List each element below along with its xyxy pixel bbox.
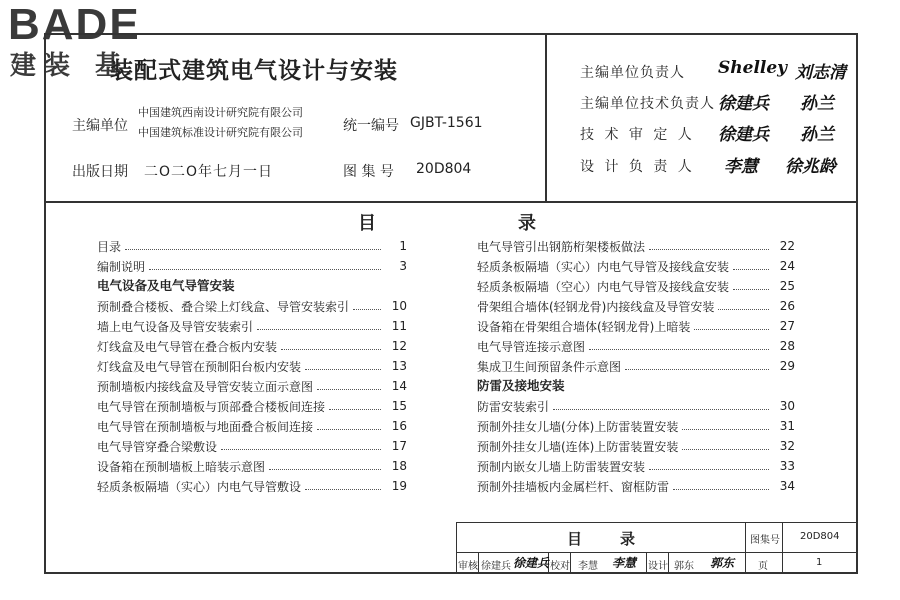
review-name: 徐建兵: [481, 561, 511, 572]
check-signature: 李慧: [612, 556, 637, 570]
toc-entry[interactable]: [477, 296, 795, 316]
toc-entry-page: 30: [779, 399, 795, 413]
toc-entry-text: 电气导管在预制墙板与地面叠合板间连接: [97, 419, 314, 434]
responsible-role: 设 计 负 责 人: [580, 159, 695, 175]
review-label: 审核: [458, 561, 478, 572]
title-block-mid-line: [456, 552, 858, 553]
toc-entry[interactable]: [97, 376, 407, 396]
toc-entry[interactable]: [477, 456, 795, 476]
toc-entry-page: 27: [779, 319, 795, 333]
title-block-divider: [745, 522, 746, 574]
toc-entry-text: 骨架组合墙体(轻钢龙骨)内接线盒及导管安装: [477, 299, 715, 314]
toc-section-title: 电气设备及电气导管安装: [97, 278, 235, 293]
toc-entry-page: 19: [391, 479, 407, 493]
toc-right-column: [477, 236, 795, 496]
toc-entry-page: 3: [399, 259, 407, 273]
toc-entry-text: 预制墙板内接线盒及导管安装立面示意图: [97, 379, 314, 394]
toc-entry[interactable]: [477, 416, 795, 436]
toc-entry[interactable]: [97, 416, 407, 436]
publish-date-label: 出版日期: [72, 164, 128, 180]
toc-entry[interactable]: [477, 356, 795, 376]
signature: 徐兆龄: [785, 157, 836, 177]
toc-entry[interactable]: [477, 316, 795, 336]
page-label: 页: [758, 561, 768, 572]
toc-entry[interactable]: [477, 336, 795, 356]
toc-entry[interactable]: [97, 476, 407, 496]
title-block-divider: [478, 552, 479, 574]
toc-entry[interactable]: [477, 256, 795, 276]
toc-entry-text: 轻质条板隔墙（实心）内电气导管及接线盒安装: [477, 259, 730, 274]
title-block-name-b: 录: [620, 530, 636, 548]
header-vertical-divider: [545, 33, 547, 202]
toc-entry[interactable]: [477, 236, 795, 256]
title-block-divider: [782, 522, 783, 574]
toc-entry-page: 14: [391, 379, 407, 393]
signature: 李慧: [724, 157, 758, 177]
toc-entry[interactable]: [477, 476, 795, 496]
toc-entry-text: 轻质条板隔墙（实心）内电气导管敷设: [97, 479, 302, 494]
atlas-no-label: 图 集 号: [343, 164, 394, 180]
watermark-brand: BADE: [8, 0, 141, 49]
toc-entry-page: 25: [779, 279, 795, 293]
toc-entry-text: 轻质条板隔墙（空心）内电气导管及接线盒安装: [477, 279, 730, 294]
signature: 孙兰: [800, 125, 834, 145]
toc-entry-text: 电气导管在预制墙板与顶部叠合楼板间连接: [97, 399, 326, 414]
responsible-role: 技 术 审 定 人: [580, 127, 695, 143]
signature: Shelley: [718, 58, 788, 78]
title-block-left-line: [456, 522, 457, 574]
toc-entry-page: 18: [391, 459, 407, 473]
toc-entry-text: 预制外挂女儿墙(分体)上防雷装置安装: [477, 419, 679, 434]
toc-entry-page: 29: [779, 359, 795, 373]
toc-entry[interactable]: [97, 316, 407, 336]
review-signature: 徐建兵: [513, 556, 550, 570]
toc-entry-text: 预制内嵌女儿墙上防雷装置安装: [477, 459, 646, 474]
title-block-divider: [570, 552, 571, 574]
toc-entry-text: 电气导管引出钢筋桁架楼板做法: [477, 239, 646, 254]
editor-unit-1: 中国建筑西南设计研究院有限公司: [138, 106, 303, 119]
title-block-name-a: 目: [567, 530, 583, 548]
toc-entry[interactable]: [477, 396, 795, 416]
toc-entry-page: 12: [391, 339, 407, 353]
toc-entry[interactable]: [97, 256, 407, 276]
signature: 刘志清: [795, 63, 846, 83]
toc-entry-page: 11: [391, 319, 407, 333]
toc-entry[interactable]: [97, 296, 407, 316]
document-title: 装配式建筑电气设计与安装: [110, 58, 398, 84]
toc-heading-a: 目: [358, 213, 376, 234]
toc-entry-page: 28: [779, 339, 795, 353]
toc-entry[interactable]: [97, 236, 407, 256]
toc-entry-text: 防雷安装索引: [477, 399, 550, 414]
responsible-role: 主编单位技术负责人: [580, 96, 715, 112]
toc-section-title: 防雷及接地安装: [477, 378, 565, 393]
toc-heading-b: 录: [518, 213, 536, 234]
toc-entry-page: 31: [779, 419, 795, 433]
toc-entry-text: 灯线盒及电气导管在预制阳台板内安装: [97, 359, 302, 374]
title-block-divider: [668, 552, 669, 574]
header-divider: [44, 201, 858, 203]
toc-entry-text: 预制外挂女儿墙(连体)上防雷装置安装: [477, 439, 679, 454]
title-block-atlas-label: 图集号: [750, 535, 780, 546]
toc-entry[interactable]: [97, 336, 407, 356]
toc-entry-text: 灯线盒及电气导管在叠合板内安装: [97, 339, 278, 354]
toc-entry-text: 电气导管连接示意图: [477, 339, 586, 354]
unified-no-value: GJBT-1561: [410, 115, 483, 131]
toc-entry-text: 设备箱在骨架组合墙体(轻钢龙骨)上暗装: [477, 319, 691, 334]
unified-no-label: 统一编号: [343, 118, 399, 134]
toc-entry-page: 1: [399, 239, 407, 253]
title-block-divider: [646, 552, 647, 574]
design-label: 设计: [648, 561, 668, 572]
signature: 孙兰: [800, 94, 834, 114]
toc-entry-page: 15: [391, 399, 407, 413]
check-name: 李慧: [578, 561, 598, 572]
toc-entry-text: 墙上电气设备及导管安装索引: [97, 319, 254, 334]
atlas-no-value: 20D804: [416, 161, 472, 177]
design-name: 郭东: [674, 561, 694, 572]
toc-entry[interactable]: [477, 436, 795, 456]
page-value: 1: [816, 557, 823, 568]
toc-entry-page: 34: [779, 479, 795, 493]
editor-unit-label: 主编单位: [72, 118, 128, 134]
editor-unit-2: 中国建筑标准设计研究院有限公司: [138, 126, 303, 139]
toc-entry-page: 33: [779, 459, 795, 473]
toc-entry-text: 集成卫生间预留条件示意图: [477, 359, 622, 374]
toc-entry[interactable]: [97, 396, 407, 416]
title-block-top-line: [456, 522, 858, 523]
toc-entry-page: 16: [391, 419, 407, 433]
toc-left-column: [97, 236, 407, 496]
toc-entry-text: 目录: [97, 239, 122, 254]
publish-date-value: 二O二O年七月一日: [144, 164, 274, 180]
toc-entry-page: 17: [391, 439, 407, 453]
toc-entry[interactable]: [97, 436, 407, 456]
watermark-sub: 建装 基: [10, 51, 130, 81]
responsible-role: 主编单位负责人: [580, 65, 685, 81]
signature: 徐建兵: [718, 94, 769, 114]
toc-entry-text: 预制外挂墙板内金属栏杆、窗框防雷: [477, 479, 670, 494]
title-block-atlas-value: 20D804: [800, 531, 840, 542]
toc-entry-page: 26: [779, 299, 795, 313]
toc-entry-text: 设备箱在预制墙板上暗装示意图: [97, 459, 266, 474]
check-label: 校对: [550, 561, 570, 572]
toc-entry-page: 32: [779, 439, 795, 453]
toc-entry-text: 编制说明: [97, 259, 146, 274]
toc-entry[interactable]: [477, 276, 795, 296]
toc-entry-text: 电气导管穿叠合梁敷设: [97, 439, 218, 454]
toc-entry-page: 13: [391, 359, 407, 373]
toc-entry-page: 22: [779, 239, 795, 253]
toc-entry-text: 预制叠合楼板、叠合梁上灯线盒、导管安装索引: [97, 299, 350, 314]
toc-entry[interactable]: [97, 356, 407, 376]
toc-entry-page: 24: [779, 259, 795, 273]
toc-entry[interactable]: [97, 456, 407, 476]
toc-entry-page: 10: [391, 299, 407, 313]
design-signature: 郭东: [710, 556, 735, 570]
signature: 徐建兵: [718, 125, 769, 145]
